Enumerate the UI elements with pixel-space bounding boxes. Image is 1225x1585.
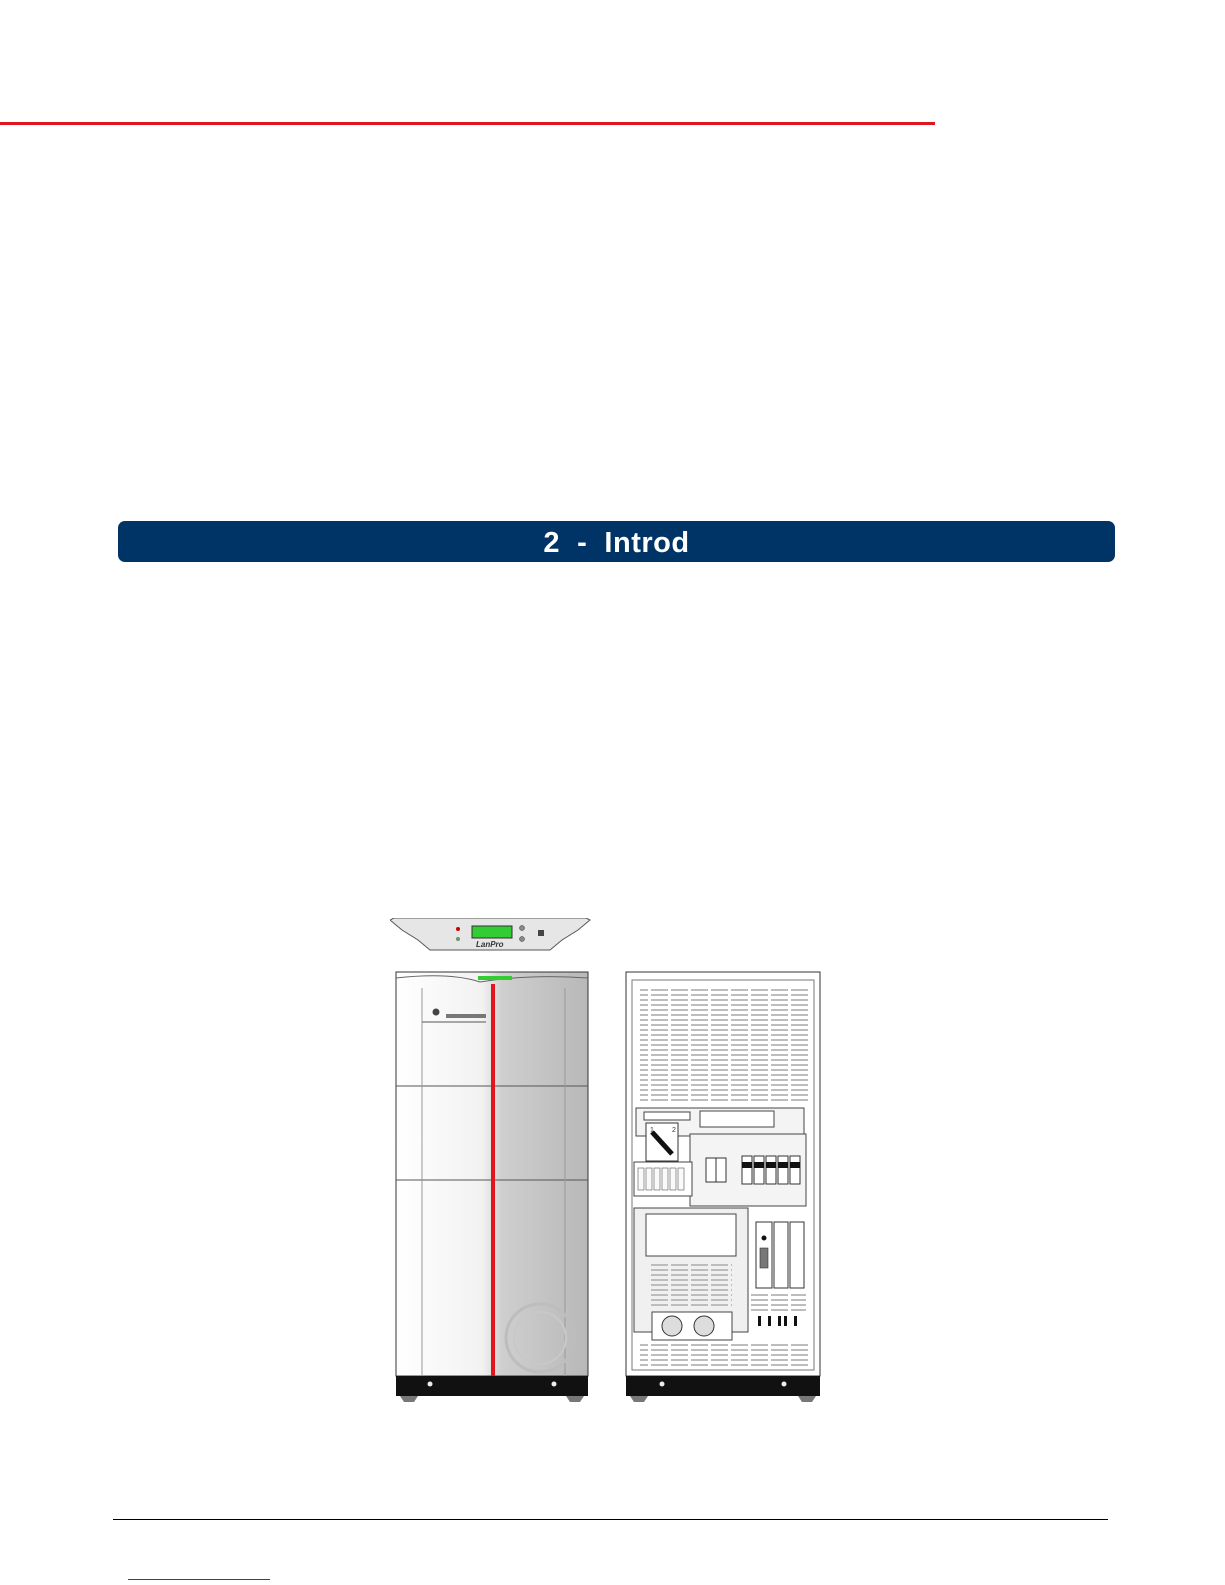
svg-text:1: 1 <box>650 1127 654 1134</box>
ups-cabinet-front-icon <box>396 972 588 1402</box>
top-red-rule <box>0 122 935 125</box>
ups-cabinet-rear-icon <box>626 972 820 1402</box>
footer-rule <box>113 1519 1108 1520</box>
section-banner <box>118 521 1115 562</box>
link-underline-icon <box>128 1579 270 1580</box>
lcd-display-icon <box>472 926 512 938</box>
svg-text:2: 2 <box>672 1127 676 1134</box>
footer-link[interactable] <box>128 1566 270 1580</box>
control-panel-logo: LanPro <box>476 940 504 949</box>
control-panel-detail <box>390 918 590 950</box>
ups-illustration <box>390 918 840 1418</box>
section-title: 2 - Introd <box>543 527 690 559</box>
